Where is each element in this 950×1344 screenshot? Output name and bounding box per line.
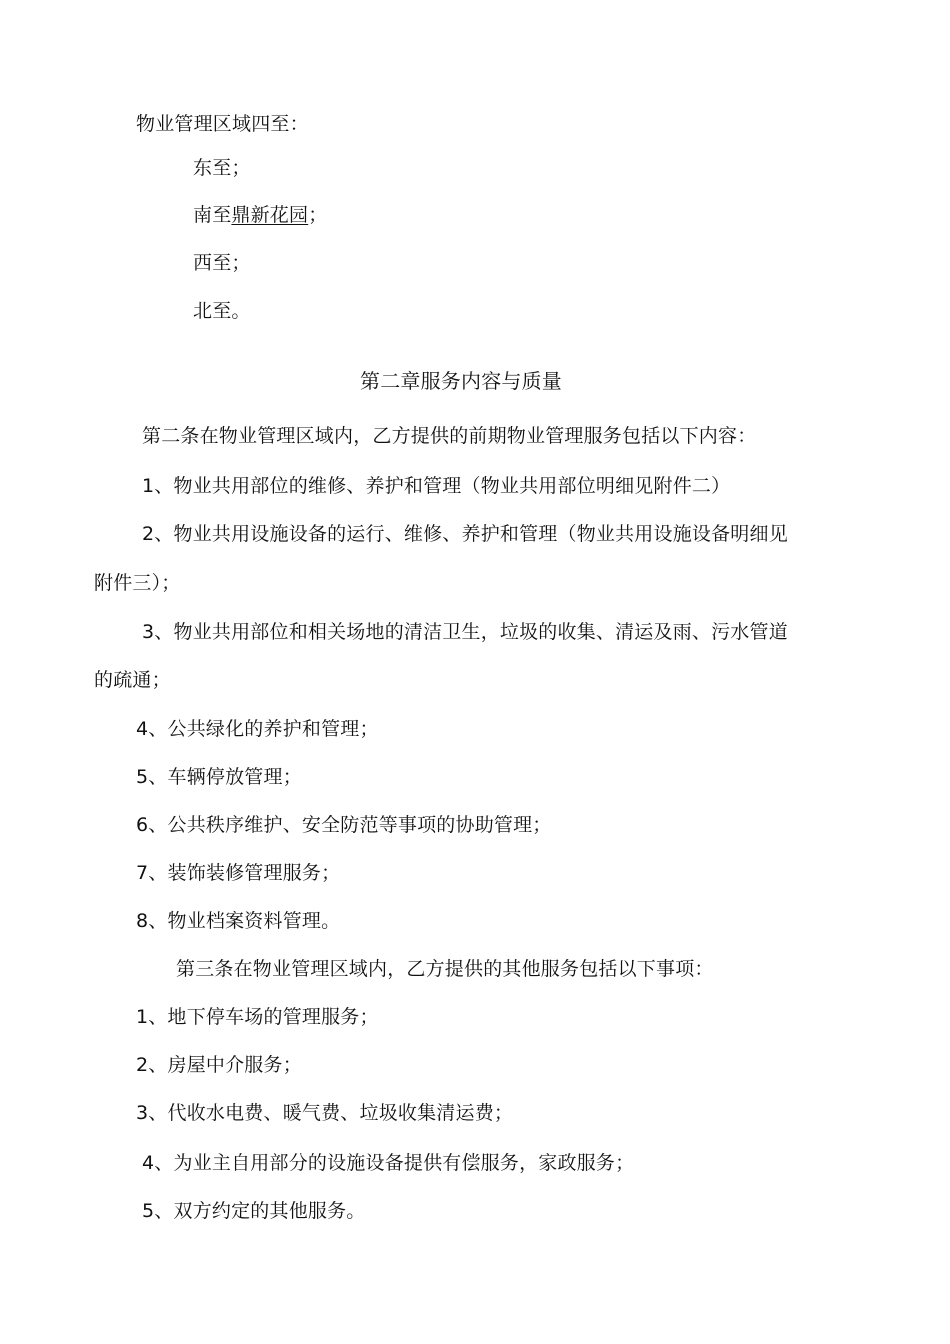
article3-item3: 3、代收水电费、暖气费、垃圾收集清运费； xyxy=(136,1102,514,1124)
article2-item1: 1、物业共用部位的维修、养护和管理（物业共用部位明细见附件二） xyxy=(142,475,731,497)
article2-intro: 第二条在物业管理区域内，乙方提供的前期物业管理服务包括以下内容： xyxy=(142,425,757,447)
article3-intro: 第三条在物业管理区域内，乙方提供的其他服务包括以下事项： xyxy=(176,958,714,980)
article3-item5: 5、双方约定的其他服务。 xyxy=(142,1200,366,1222)
article2-item6: 6、公共秩序维护、安全防范等事项的协助管理； xyxy=(136,814,552,836)
boundary-heading: 物业管理区域四至： xyxy=(136,113,309,135)
chapter-title: 第二章服务内容与质量 xyxy=(360,369,562,393)
article2-item5: 5、车辆停放管理； xyxy=(136,766,302,788)
article2-item7: 7、装饰装修管理服务； xyxy=(136,862,341,884)
boundary-south xyxy=(193,202,327,228)
article3-item4: 4、为业主自用部分的设施设备提供有偿服务，家政服务； xyxy=(142,1152,635,1174)
boundary-east: 东至； xyxy=(193,157,251,179)
boundary-south-name: 鼎新花园 xyxy=(231,204,309,226)
article2-item2-line1: 2、物业共用设施设备的运行、维修、养护和管理（物业共用设施设备明细见 xyxy=(142,523,788,545)
boundary-north: 北至。 xyxy=(193,300,251,322)
article2-item8: 8、物业档案资料管理。 xyxy=(136,910,341,932)
article2-item2-line2: 附件三）； xyxy=(94,572,181,594)
article3-item1: 1、地下停车场的管理服务； xyxy=(136,1006,379,1028)
boundary-south-prefix: 南至 xyxy=(193,204,232,226)
article2-item4: 4、公共绿化的养护和管理； xyxy=(136,718,379,740)
boundary-west: 西至； xyxy=(193,252,251,274)
boundary-south-suffix: ； xyxy=(308,204,328,226)
article2-item3-line2: 的疏通； xyxy=(94,669,171,691)
article3-item2: 2、房屋中介服务； xyxy=(136,1054,302,1076)
article2-item3-line1: 3、物业共用部位和相关场地的清洁卫生，垃圾的收集、清运及雨、污水管道 xyxy=(142,621,788,643)
